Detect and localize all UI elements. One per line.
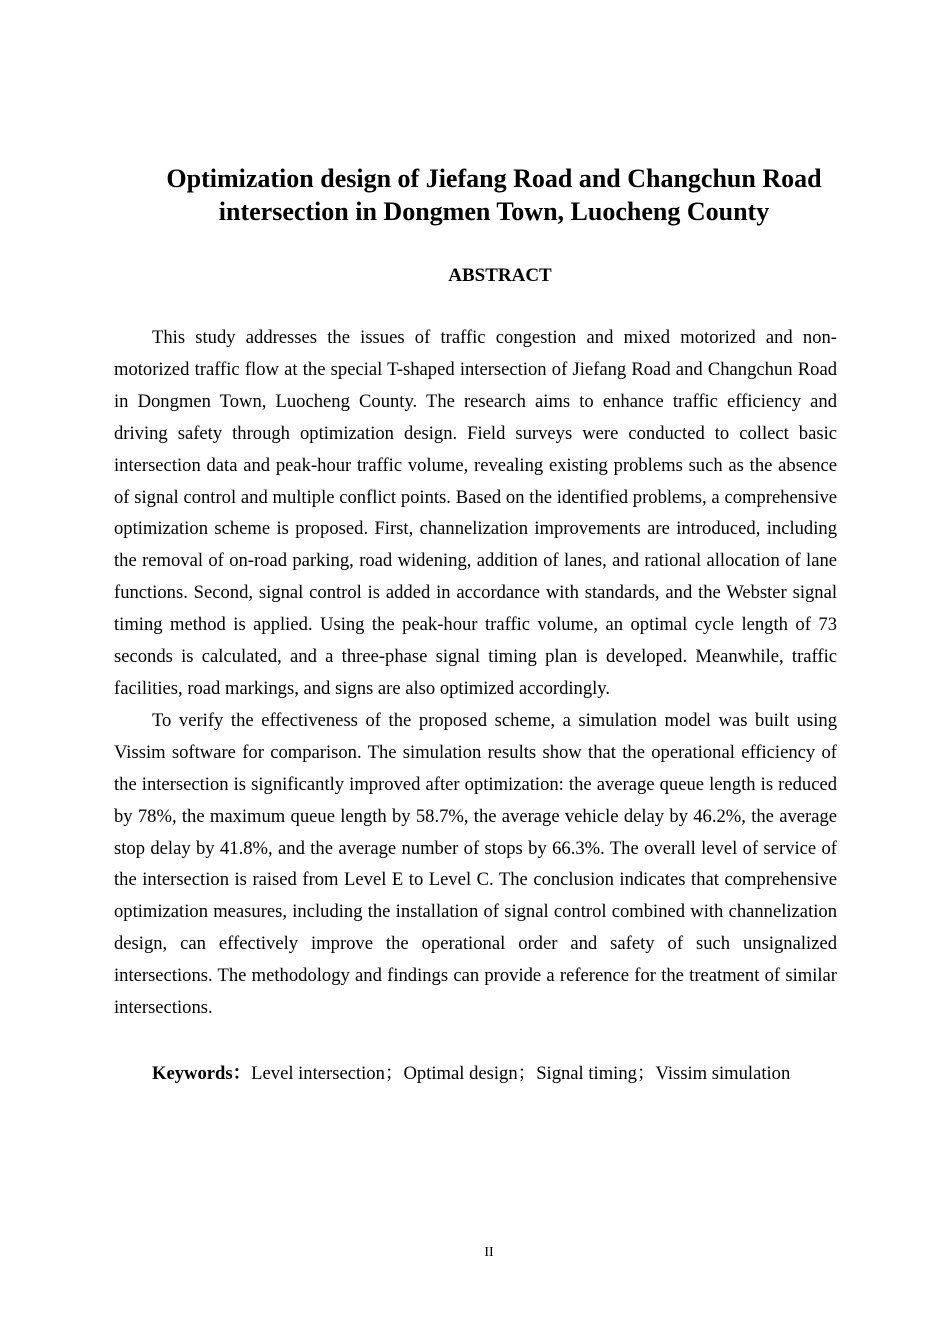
keywords-text: Level intersection；Optimal design；Signal timing；Vissim simulation [251,1063,791,1084]
abstract-body [114,322,837,1024]
keywords-label: Keywords： [152,1063,252,1084]
paper-title [110,162,878,228]
keywords-line [152,1058,790,1090]
title-line-2: intersection in Dongmen Town, Luocheng County [218,197,770,226]
abstract-paragraph-2: To verify the effectiveness of the proposed scheme, a simulation model was built using Vissim software for comparison. The simulation results show that the operational efficiency of the intersection is significantly improved after optimization: the average queue length is reduced by 78%, the maximum queue length by 58.7%, the average vehicle delay by 46.2%, the average stop delay by 41.8%, and the average number of stops by 66.3%. The overall level of service of the intersection is raised from Level E to Level C. The conclusion indicates that comprehensive optimization measures, including the installation of signal control combined with channelization design, can effectively improve the operational order and safety of such unsignalized intersections. The methodology and findings can provide a reference for the treatment of similar intersections. [114,709,837,1019]
abstract-heading: ABSTRACT [448,265,552,286]
abstract-paragraph-1: This study addresses the issues of traffic congestion and mixed motorized and non-motorized traffic flow at the special T-shaped intersection of Jiefang Road and Changchun Road in Dongmen Town, Luocheng County. The research aims to enhance traffic efficiency and driving safety through optimization design. Field surveys were conducted to collect basic intersection data and peak-hour traffic volume, revealing existing problems such as the absence of signal control and multiple conflict points. Based on the identified problems, a comprehensive optimization scheme is proposed. First, channelization improvements are introduced, including the removal of on-road parking, road widening, addition of lanes, and rational allocation of lane functions. Second, signal control is added in accordance with standards, and the Webster signal timing method is applied. Using the peak-hour traffic volume, an optimal cycle length of 73 seconds is calculated, and a three-phase signal timing plan is developed. Meanwhile, traffic facilities, road markings, and signs are also optimized accordingly. [114,327,837,699]
page-number: II [484,1245,494,1260]
title-line-1: Optimization design of Jiefang Road and Changchun Road [166,164,822,193]
